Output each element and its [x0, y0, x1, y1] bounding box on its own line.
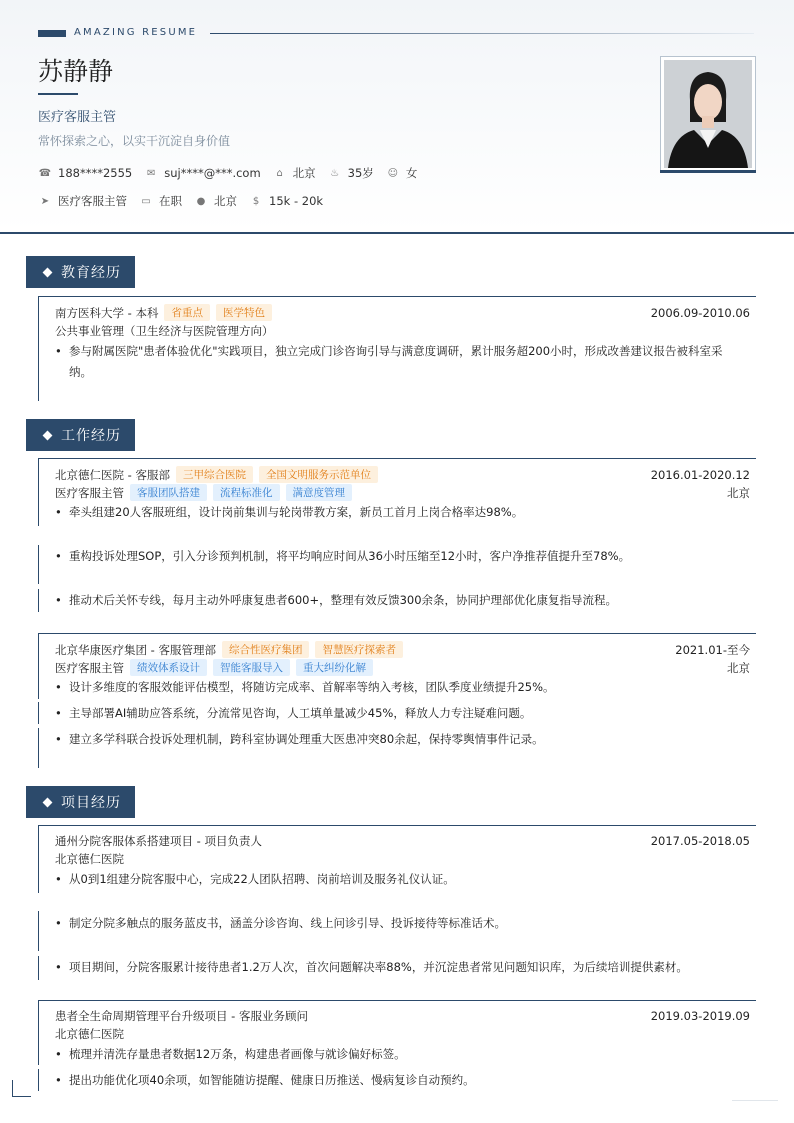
work-heading-row — [55, 466, 750, 483]
info-phone: ☎ 188****2555 — [38, 166, 133, 180]
name-underline — [38, 93, 78, 95]
photo-accent-bar — [660, 170, 756, 173]
info-home: ⌂ 北京 — [273, 165, 316, 181]
education-entry — [38, 296, 756, 401]
work-date: 2016.01-2020.12 — [650, 467, 750, 482]
phone-icon: ☎ — [38, 167, 52, 179]
company-tag: 智慧医疗探索者 — [315, 641, 403, 658]
gender-icon: ☺ — [387, 167, 399, 179]
project-name: 患者全生命周期管理平台升级项目 - 客服业务顾问 — [55, 1009, 308, 1023]
work-bullet: • 主导部署AI辅助应答系统，分流常见咨询，人工填单量减少45%，释放人力专注疑难问题。 — [55, 703, 750, 724]
info-status: ▭ 在职 — [139, 193, 182, 209]
project-date: 2017.05-2018.05 — [650, 834, 750, 848]
project-heading-row — [55, 1008, 750, 1024]
section-work-header: 工作经历 — [26, 419, 135, 451]
location-icon: ● — [196, 195, 206, 207]
project-entry-2 — [38, 1000, 756, 1087]
project-heading-row — [55, 833, 750, 849]
work-city: 北京 — [727, 660, 750, 675]
project-org-row — [55, 851, 750, 867]
section-project-header: 项目经历 — [26, 786, 135, 818]
skill-tag: 绩效体系设计 — [130, 659, 207, 676]
work-date: 2021.01-至今 — [675, 642, 750, 657]
home-icon: ⌂ — [276, 167, 283, 179]
education-heading-row — [55, 304, 750, 321]
profile-photo — [664, 60, 752, 168]
info-gender: ☺ 女 — [387, 166, 418, 180]
mail-icon: ✉ — [147, 167, 156, 179]
work-role-row — [55, 484, 750, 501]
contact-info-row — [38, 165, 429, 181]
education-major: 公共事业管理（卫生经济与医院管理方向） — [55, 324, 274, 338]
work-role: 医疗客服主管 — [55, 660, 124, 675]
work-role: 医疗客服主管 — [55, 485, 124, 500]
footer-rule — [732, 1100, 778, 1101]
tagline: AMAZING RESUME — [74, 27, 198, 38]
work-entry-2 — [38, 633, 756, 746]
education-tag: 省重点 — [164, 304, 210, 321]
candidate-name: 苏静静 — [38, 57, 114, 86]
skill-tag: 客服团队搭建 — [130, 484, 207, 501]
project-org: 北京德仁医院 — [55, 852, 124, 866]
education-date: 2006.09-2010.06 — [650, 305, 750, 320]
diamond-icon — [43, 430, 53, 440]
project-bullet: • 制定分院多触点的服务蓝皮书，涵盖分诊咨询、线上问诊引导、投诉接待等标准话术。 — [55, 913, 750, 934]
tagline-accent-bar — [38, 30, 66, 37]
work-company: 北京华康医疗集团 - 客服管理部 — [55, 642, 216, 657]
job-intent-row — [38, 193, 335, 209]
tagline-divider — [210, 33, 754, 34]
company-tag: 综合性医疗集团 — [222, 641, 310, 658]
work-company: 北京德仁医院 - 客服部 — [55, 467, 170, 482]
work-bullet: • 牵头组建20人客服班组，设计岗前集训与轮岗带教方案，新员工首月上岗合格率达98%。 — [55, 502, 750, 523]
school-degree: 南方医科大学 - 本科 — [55, 305, 159, 320]
work-bullet: • 建立多学科联合投诉处理机制，跨科室协调处理重大医患冲突80余起，保持零舆情事件记录。 — [55, 729, 750, 750]
corner-ornament — [12, 1080, 31, 1097]
company-tag: 全国文明服务示范单位 — [259, 466, 378, 483]
candidate-title: 医疗客服主管 — [38, 110, 117, 125]
work-entry-1 — [38, 458, 756, 607]
skill-tag: 满意度管理 — [286, 484, 353, 501]
skill-tag: 重大纠纷化解 — [296, 659, 373, 676]
education-tag: 医学特色 — [216, 304, 272, 321]
work-heading-row — [55, 641, 750, 658]
project-org: 北京德仁医院 — [55, 1027, 124, 1041]
candidate-motto: 常怀探索之心，以实干沉淀自身价值 — [38, 134, 231, 148]
skill-tag: 智能客服导入 — [213, 659, 290, 676]
company-tag: 三甲综合医院 — [176, 466, 253, 483]
project-bullet: • 提出功能优化项40余项，如智能随访提醒、健康日历推送、慢病复诊自动预约。 — [55, 1070, 750, 1091]
education-bullet: • 参与附属医院"患者体验优化"实践项目，独立完成门诊咨询引导与满意度调研，累计服务超200小时，形成改善建议报告被科室采 纳。 — [55, 341, 750, 383]
info-age: ♨ 35岁 — [328, 165, 374, 181]
project-name: 通州分院客服体系搭建项目 - 项目负责人 — [55, 834, 262, 848]
project-bullet: • 梳理并清洗存量患者数据12万条，构建患者画像与就诊偏好标签。 — [55, 1044, 750, 1065]
profile-photo-frame — [660, 56, 756, 172]
section-education-header: 教育经历 — [26, 256, 135, 288]
info-target-position: ➤ 医疗客服主管 — [38, 193, 127, 209]
send-icon: ➤ — [40, 195, 50, 207]
info-location: ● 北京 — [194, 193, 237, 209]
project-date: 2019.03-2019.09 — [650, 1009, 750, 1023]
work-bullet: • 设计多维度的客服效能评估模型，将随访完成率、首解率等纳入考核，团队季度业绩提升25%。 — [55, 677, 750, 698]
info-salary: $ 15k - 20k — [249, 194, 323, 208]
project-bullet: • 从0到1组建分院客服中心，完成22人团队招聘、岗前培训及服务礼仪认证。 — [55, 869, 750, 890]
work-bullet: • 推动术后关怀专线，每月主动外呼康复患者600+，整理有效反馈300余条，协同护理部优化康复指导流程。 — [55, 590, 750, 611]
project-entry-1 — [38, 825, 756, 974]
project-org-row — [55, 1026, 750, 1042]
work-city: 北京 — [727, 485, 750, 500]
salary-icon: $ — [252, 195, 260, 207]
work-bullet: • 重构投诉处理SOP，引入分诊预判机制，将平均响应时间从36小时压缩至12小时，客户净推荐值提升至78%。 — [55, 546, 750, 567]
diamond-icon — [43, 267, 53, 277]
diamond-icon — [43, 797, 53, 807]
work-role-row — [55, 659, 750, 676]
info-email: ✉ suj****@***.com — [144, 166, 260, 180]
skill-tag: 流程标准化 — [213, 484, 280, 501]
education-major-row — [55, 323, 750, 339]
cake-icon: ♨ — [330, 167, 340, 179]
project-bullet: • 项目期间，分院客服累计接待患者1.2万人次，首次问题解决率88%，并沉淀患者常见问题知识库，为后续培训提供素材。 — [55, 957, 750, 978]
briefcase-icon: ▭ — [141, 195, 151, 207]
